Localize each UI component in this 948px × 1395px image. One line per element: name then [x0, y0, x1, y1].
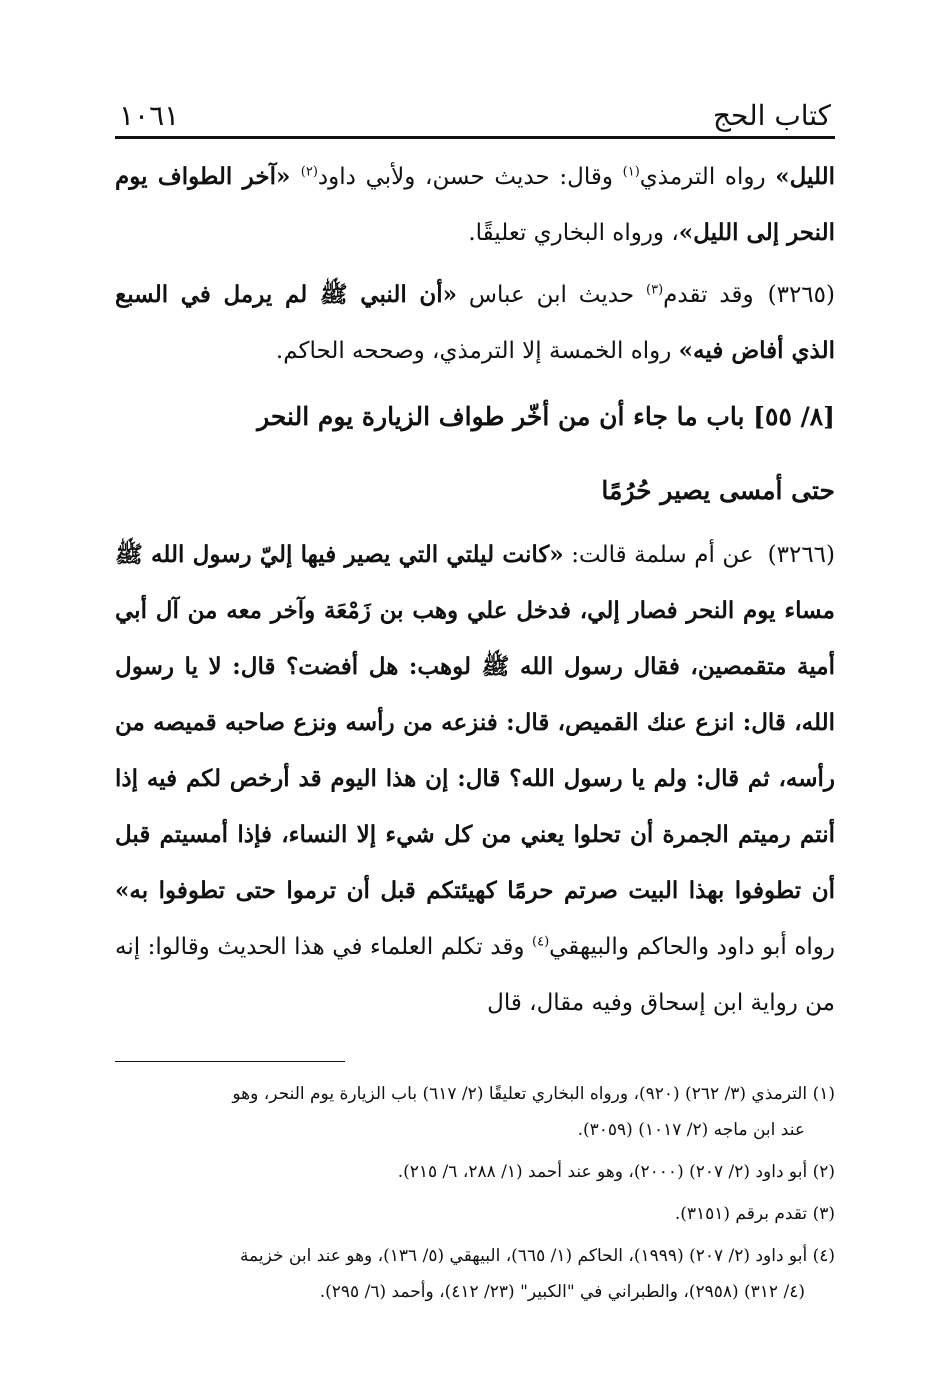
footnote-text-continued: عند ابن ماجه (٢/ ١٠١٧) (٣٠٥٩).: [577, 1120, 805, 1140]
p1-bold-start: الليل»: [775, 163, 835, 190]
p1-text-3: ، ورواه البخاري تعليقًا.: [468, 220, 679, 246]
p3-text-2: رواه أبو داود والحاكم والبيهقي: [549, 934, 835, 960]
footnote-3: [115, 1196, 835, 1232]
footnote-marker: (١): [812, 1084, 835, 1104]
footnote-text: أبو داود (٢/ ٢٠٧) (١٩٩٩)، الحاكم (١/ ٦٦٥)، البيهقي (٥/ ١٣٦)، وهو عند ابن خزيمة: [239, 1246, 808, 1266]
footnote-divider: [115, 1061, 345, 1062]
footnote-4: [115, 1238, 835, 1310]
footnote-2: [115, 1154, 835, 1190]
paragraph-hadith-3266: [115, 527, 835, 1031]
chapter-heading-line-1: [٨/ ٥٥] باب ما جاء أن من أخّر طواف الزيارة يوم النحر: [257, 402, 835, 431]
footnote-marker: (٣): [812, 1204, 835, 1224]
p3-hadith-quote: «كانت ليلتي التي يصير فيها إليّ رسول الله ﷺ مساء يوم النحر فصار إلي، فدخل علي وهب بن زَمْعَة وآخر معه من آل أبي أمية متقمصين، فقال رسول الله ﷺ لوهب: هل أفضت؟ قال: لا يا رسول الله، قال: انزع عنك القميص، قال: فنزعه من رأسه ونزع صاحبه قميصه من رأسه، ثم قال: ولم يا رسول الله؟ قال: إن هذا اليوم قد أرخص لكم فيه إذا أنتم رميتم الجمرة أن تحلوا يعني من كل شيء إلا النساء، فإذا أمسيتم قبل أن تطوفوا بهذا البيت صرتم حرمًا كهيئتكم قبل أن ترموا حتى تطوفوا به»: [115, 541, 835, 904]
main-text: [115, 149, 835, 1031]
hadith-number: (٣٢٦٥): [767, 282, 835, 308]
p3-text-1: عن أم سلمة قالت:: [563, 542, 754, 568]
footnote-text: أبو داود (٢/ ٢٠٧) (٢٠٠٠)، وهو عند أحمد (١/ ٢٨٨، ٦/ ٢١٥).: [397, 1162, 808, 1182]
hadith-number: (٣٢٦٦): [767, 542, 836, 568]
footnote-ref-1: (١): [622, 164, 640, 180]
p3-text-3: وقد تكلم العلماء في هذا الحديث وقالوا: إنه من رواية ابن إسحاق وفيه مقال، قال: [115, 934, 835, 1016]
paragraph-hadith-3265: [115, 267, 835, 379]
chapter-heading: [115, 385, 835, 523]
chapter-heading-line-2: حتى أمسى يصير حُرُمًا: [601, 476, 835, 505]
p1-text-1: رواه الترمذي: [639, 164, 776, 190]
page-number: ١٠٦١: [119, 99, 180, 132]
running-title: كتاب الحج: [712, 99, 831, 132]
footnote-ref-4: (٤): [532, 934, 550, 950]
running-header: [115, 90, 835, 139]
p1-bold-mid: «آخر الطواف يوم النحر إلى الليل»: [115, 163, 835, 246]
p2-hadith-quote: «أن النبي ﷺ لم يرمل في السبع الذي أفاض فيه»: [115, 281, 835, 364]
paragraph-1: [115, 149, 835, 261]
p2-text-2: حديث ابن عباس: [457, 282, 647, 308]
footnote-text-continued: (٤/ ٣١٢) (٢٩٥٨)، والطبراني في "الكبير" (٢٣/ ٤١٢)، وأحمد (٦/ ٢٩٥).: [319, 1282, 805, 1302]
footnote-ref-2: (٢): [300, 164, 318, 180]
footnote-text: الترمذي (٣/ ٢٦٢) (٩٢٠)، ورواه البخاري تعليقًا (٢/ ٦١٧) باب الزيارة يوم النحر، وهو: [232, 1084, 808, 1104]
book-page: [115, 90, 835, 1316]
footnote-marker: (٤): [812, 1246, 835, 1266]
footnotes: [115, 1076, 835, 1310]
footnote-1: [115, 1076, 835, 1148]
p1-text-2: وقال: حديث حسن، ولأبي داود: [317, 164, 623, 190]
footnote-marker: (٢): [812, 1162, 835, 1182]
p2-text-1: وقد تقدم: [663, 282, 754, 308]
footnote-text: تقدم برقم (٣١٥١).: [674, 1204, 808, 1224]
footnote-ref-3: (٣): [646, 282, 664, 298]
p2-text-3: رواه الخمسة إلا الترمذي، وصححه الحاكم.: [275, 338, 679, 364]
